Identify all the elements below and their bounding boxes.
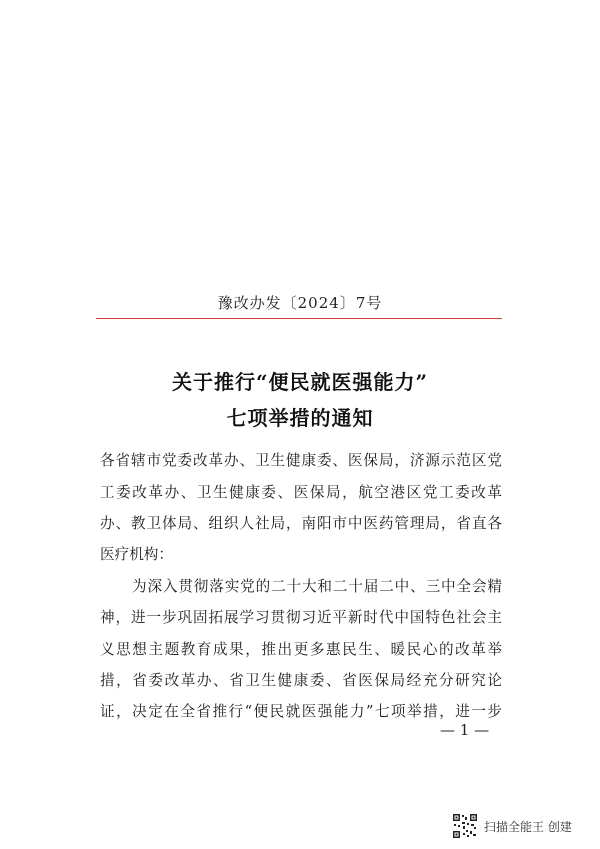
paragraph-line: 神，进一步巩固拓展学习贯彻习近平新时代中国特色社会主 bbox=[100, 609, 502, 626]
salutation-line: 办、教卫体局、组织人社局，南阳市中医药管理局，省直各 bbox=[100, 515, 502, 532]
salutation-line: 医疗机构： bbox=[100, 546, 173, 563]
scanner-watermark bbox=[452, 813, 572, 839]
paragraph-line: 措，省委改革办、省卫生健康委、省医保局经充分研究论 bbox=[100, 672, 502, 689]
page-number: — 1 — bbox=[440, 721, 490, 739]
paragraph-line: 义思想主题教育成果，推出更多惠民生、暖民心的改革举 bbox=[100, 641, 502, 658]
red-divider-line bbox=[96, 318, 502, 319]
paragraph-line: 为深入贯彻落实党的二十大和二十届二中、三中全会精 bbox=[132, 578, 502, 595]
paragraph-line: 证，决定在全省推行“便民就医强能力”七项举措，进一步 bbox=[100, 703, 502, 720]
document-title-line-2: 七项举措的通知 bbox=[226, 406, 374, 430]
watermark-text: 扫描全能王 创建 bbox=[484, 819, 572, 834]
qr-code-icon bbox=[452, 813, 478, 839]
document-number: 豫改办发〔2024〕7号 bbox=[217, 294, 383, 312]
salutation-line: 工委改革办、卫生健康委、医保局，航空港区党工委改革 bbox=[100, 484, 502, 501]
document-title-line-1: 关于推行“便民就医强能力” bbox=[171, 370, 428, 394]
salutation-line: 各省辖市党委改革办、卫生健康委、医保局，济源示范区党 bbox=[100, 452, 502, 469]
